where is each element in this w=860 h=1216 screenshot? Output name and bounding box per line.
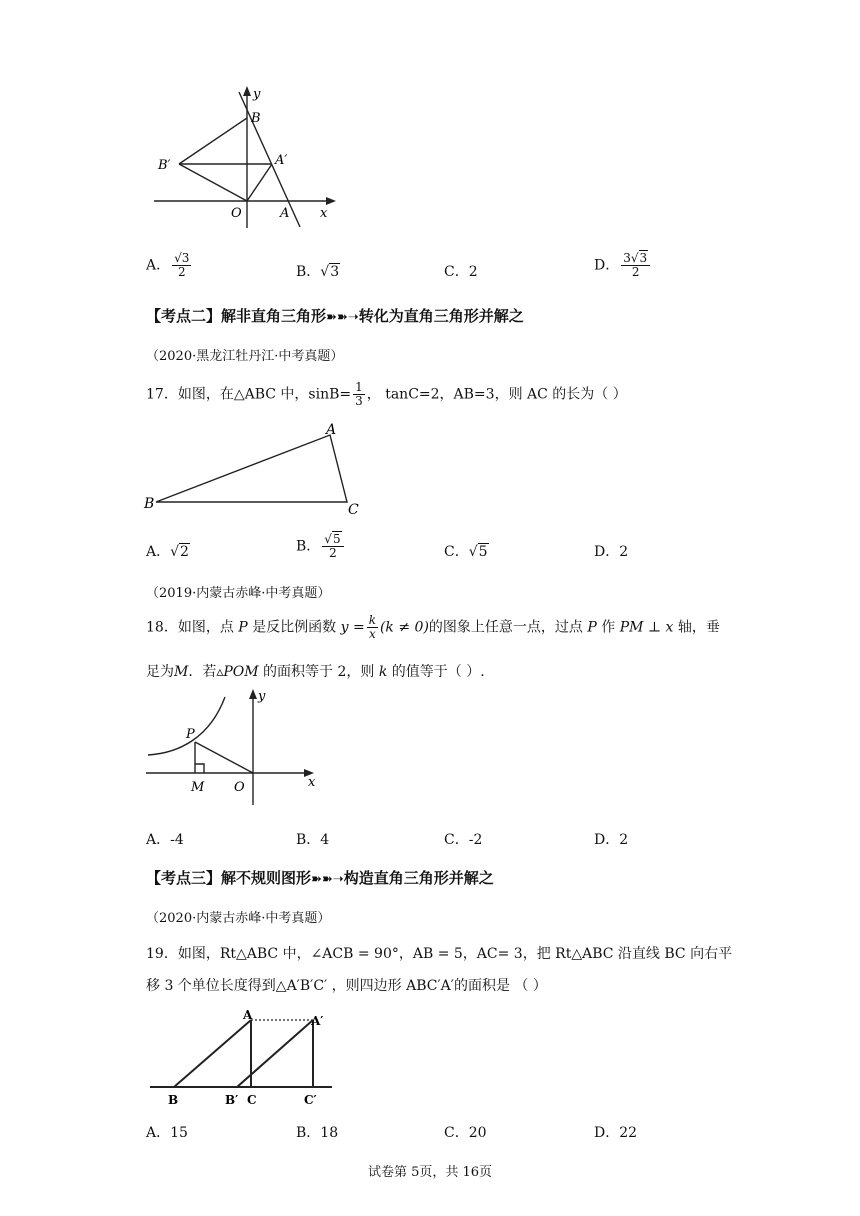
label-a: A [243,1008,253,1022]
q16-a-numerator: √3 [174,251,190,265]
figure-q19 [140,1008,340,1108]
label-a: A [326,422,337,438]
label-x: x [308,775,316,790]
label-a-prime: A′ [275,153,288,168]
q19-stem-line2: 移 3 个单位长度得到△A′B′C′ ，则四边形 ABC′A′的面积是 （ ） [146,978,547,994]
q17-option-d[interactable]: D．2 [594,544,629,560]
q19-stem-line1: 19．如图，Rt△ABC 中，∠ACB = 90°，AB = 5，AC= 3，把 Rt△ABC 沿直线 BC 向右平 [146,946,733,962]
label-c: C [348,502,359,518]
arrows-icon: ➽➽➝ [326,310,359,325]
source-q17: （2020·黑龙江牡丹江·中考真题） [146,349,344,364]
q16-option-a[interactable]: A． $\frac{√3}{2}$ [146,251,190,280]
section-heading-2: 【考点二】解非直角三角形➽➽➝转化为直角三角形并解之 [146,307,524,325]
q16-option-c[interactable]: C．2 [444,264,478,280]
label-b: B [144,496,155,512]
q16-option-b[interactable]: B．√3 [296,264,340,280]
page-footer: 试卷第 5页，共 16页 [367,1165,493,1180]
q17-option-c[interactable]: C．√5 [444,544,488,560]
source-q19: （2020·内蒙古赤峰·中考真题） [146,911,331,926]
label-a: A [280,206,290,221]
figure-q17 [140,420,380,520]
label-c-prime: C′ [304,1093,317,1107]
q18-stem-line1: 18．如图，点 P 是反比例函数 y = $\frac{k}{x}$ (k ≠ 0)的图象上任意一点，过点 P 作 PM ⊥ x 轴，垂 [146,613,720,642]
q17-stem: 17．如图，在△ABC 中，sinB= $\frac{1}{3}$ ， tanC=2，AB=3，则 AC 的长为（ ） [146,380,627,409]
arrows-icon: ➽➽➝ [311,872,344,887]
label-y: y [258,689,266,704]
label-a-prime: A′ [311,1014,324,1028]
label-b: B [251,111,261,126]
section-heading-3: 【考点三】解不规则图形➽➽➝构造直角三角形并解之 [146,869,494,887]
figure-q18 [140,685,330,810]
figure-q16 [140,80,350,240]
q18-option-d[interactable]: D．2 [594,832,629,848]
source-q18: （2019·内蒙古赤峰·中考真题） [146,586,331,601]
q19-option-d[interactable]: D．22 [594,1125,638,1141]
q16-a-denominator: 2 [177,265,186,280]
label-c: C [247,1093,257,1107]
q18-option-b[interactable]: B．4 [296,832,330,848]
q19-option-a[interactable]: A．15 [146,1125,188,1141]
q18-option-c[interactable]: C．-2 [444,832,483,848]
q17-option-a[interactable]: A．√2 [146,544,189,560]
label-y: y [253,87,261,102]
label-x: x [320,206,328,221]
label-o: O [231,206,242,221]
q17-option-b[interactable]: B． $\frac{√5}{2}$ [296,533,346,560]
label-p: P [186,727,195,742]
label-b-prime: B′ [158,158,171,173]
label-o: O [234,780,245,795]
label-b-prime: B′ [225,1093,239,1107]
label-m: M [191,780,205,795]
q19-option-b[interactable]: B．18 [296,1125,339,1141]
q19-option-c[interactable]: C．20 [444,1125,487,1141]
label-b: B [168,1093,179,1107]
q18-option-a[interactable]: A．-4 [146,832,184,848]
q16-option-d[interactable]: D． $\frac{3√3}{2}$ [594,252,652,279]
q18-stem-line2: 足为M．若▵POM 的面积等于 2，则 k 的值等于（ ）. [146,664,485,680]
